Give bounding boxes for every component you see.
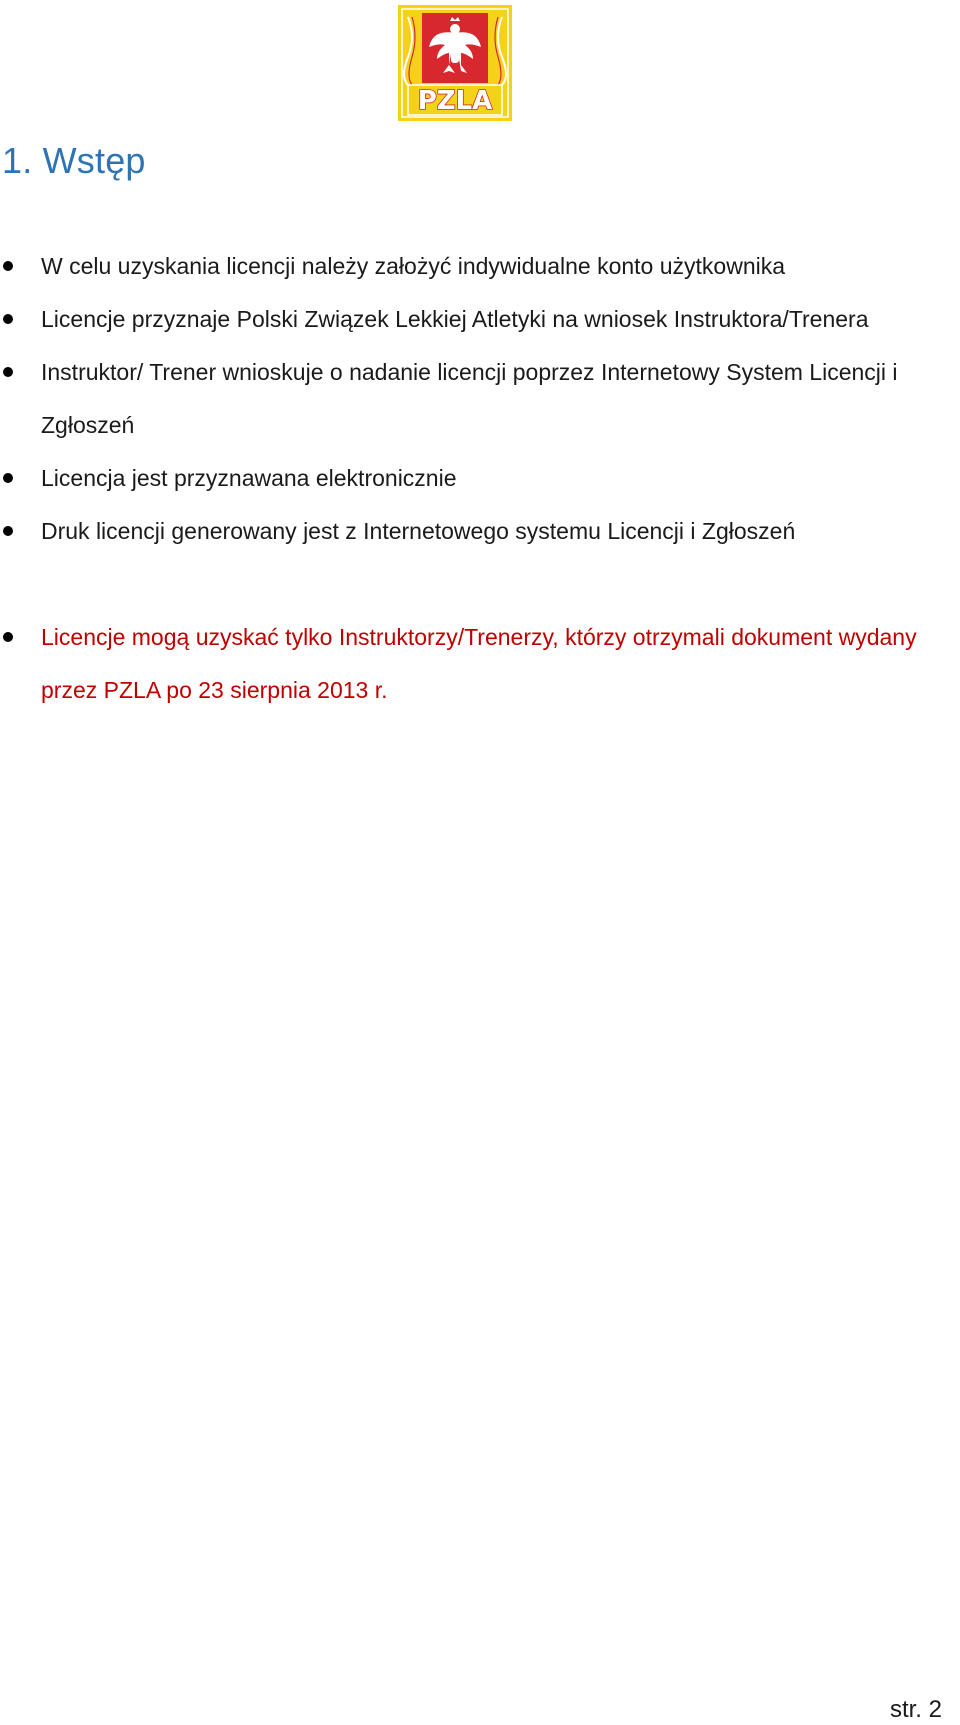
list-item-text: W celu uzyskania licencji należy założyć indywidualne konto użytkownika <box>41 253 786 279</box>
list-item-text: Licencje przyznaje Polski Związek Lekkiej Atletyki na wniosek Instruktora/Trenera <box>41 306 869 332</box>
list-item-text: Instruktor/ Trener wnioskuje o nadanie licencji poprzez Internetowy System Licencji i Zgłoszeń <box>41 359 898 438</box>
notice-item <box>0 611 960 717</box>
bullet-icon <box>3 367 13 377</box>
list-item <box>0 346 960 452</box>
pzla-logo-icon <box>398 5 512 121</box>
list-item <box>0 505 960 558</box>
bullet-icon <box>3 526 13 536</box>
list-item-text: Licencja jest przyznawana elektronicznie <box>41 465 457 491</box>
notice-text: Licencje mogą uzyskać tylko Instruktorzy/Trenerzy, którzy otrzymali dokument wydany przez PZLA po 23 sierpnia 2013 r. <box>41 624 917 703</box>
list-item <box>0 452 960 505</box>
list-item <box>0 240 960 293</box>
bullet-icon <box>3 261 13 271</box>
bullet-icon <box>3 473 13 483</box>
page-title: 1. Wstęp <box>2 140 146 181</box>
bullet-list <box>0 240 960 717</box>
bullet-icon <box>3 314 13 324</box>
bullet-icon <box>3 632 13 642</box>
list-item <box>0 293 960 346</box>
svg-text:PZLA: PZLA <box>417 86 493 116</box>
list-item-text: Druk licencji generowany jest z Internetowego systemu Licencji i Zgłoszeń <box>41 518 796 544</box>
page-number: str. 2 <box>889 1696 942 1723</box>
